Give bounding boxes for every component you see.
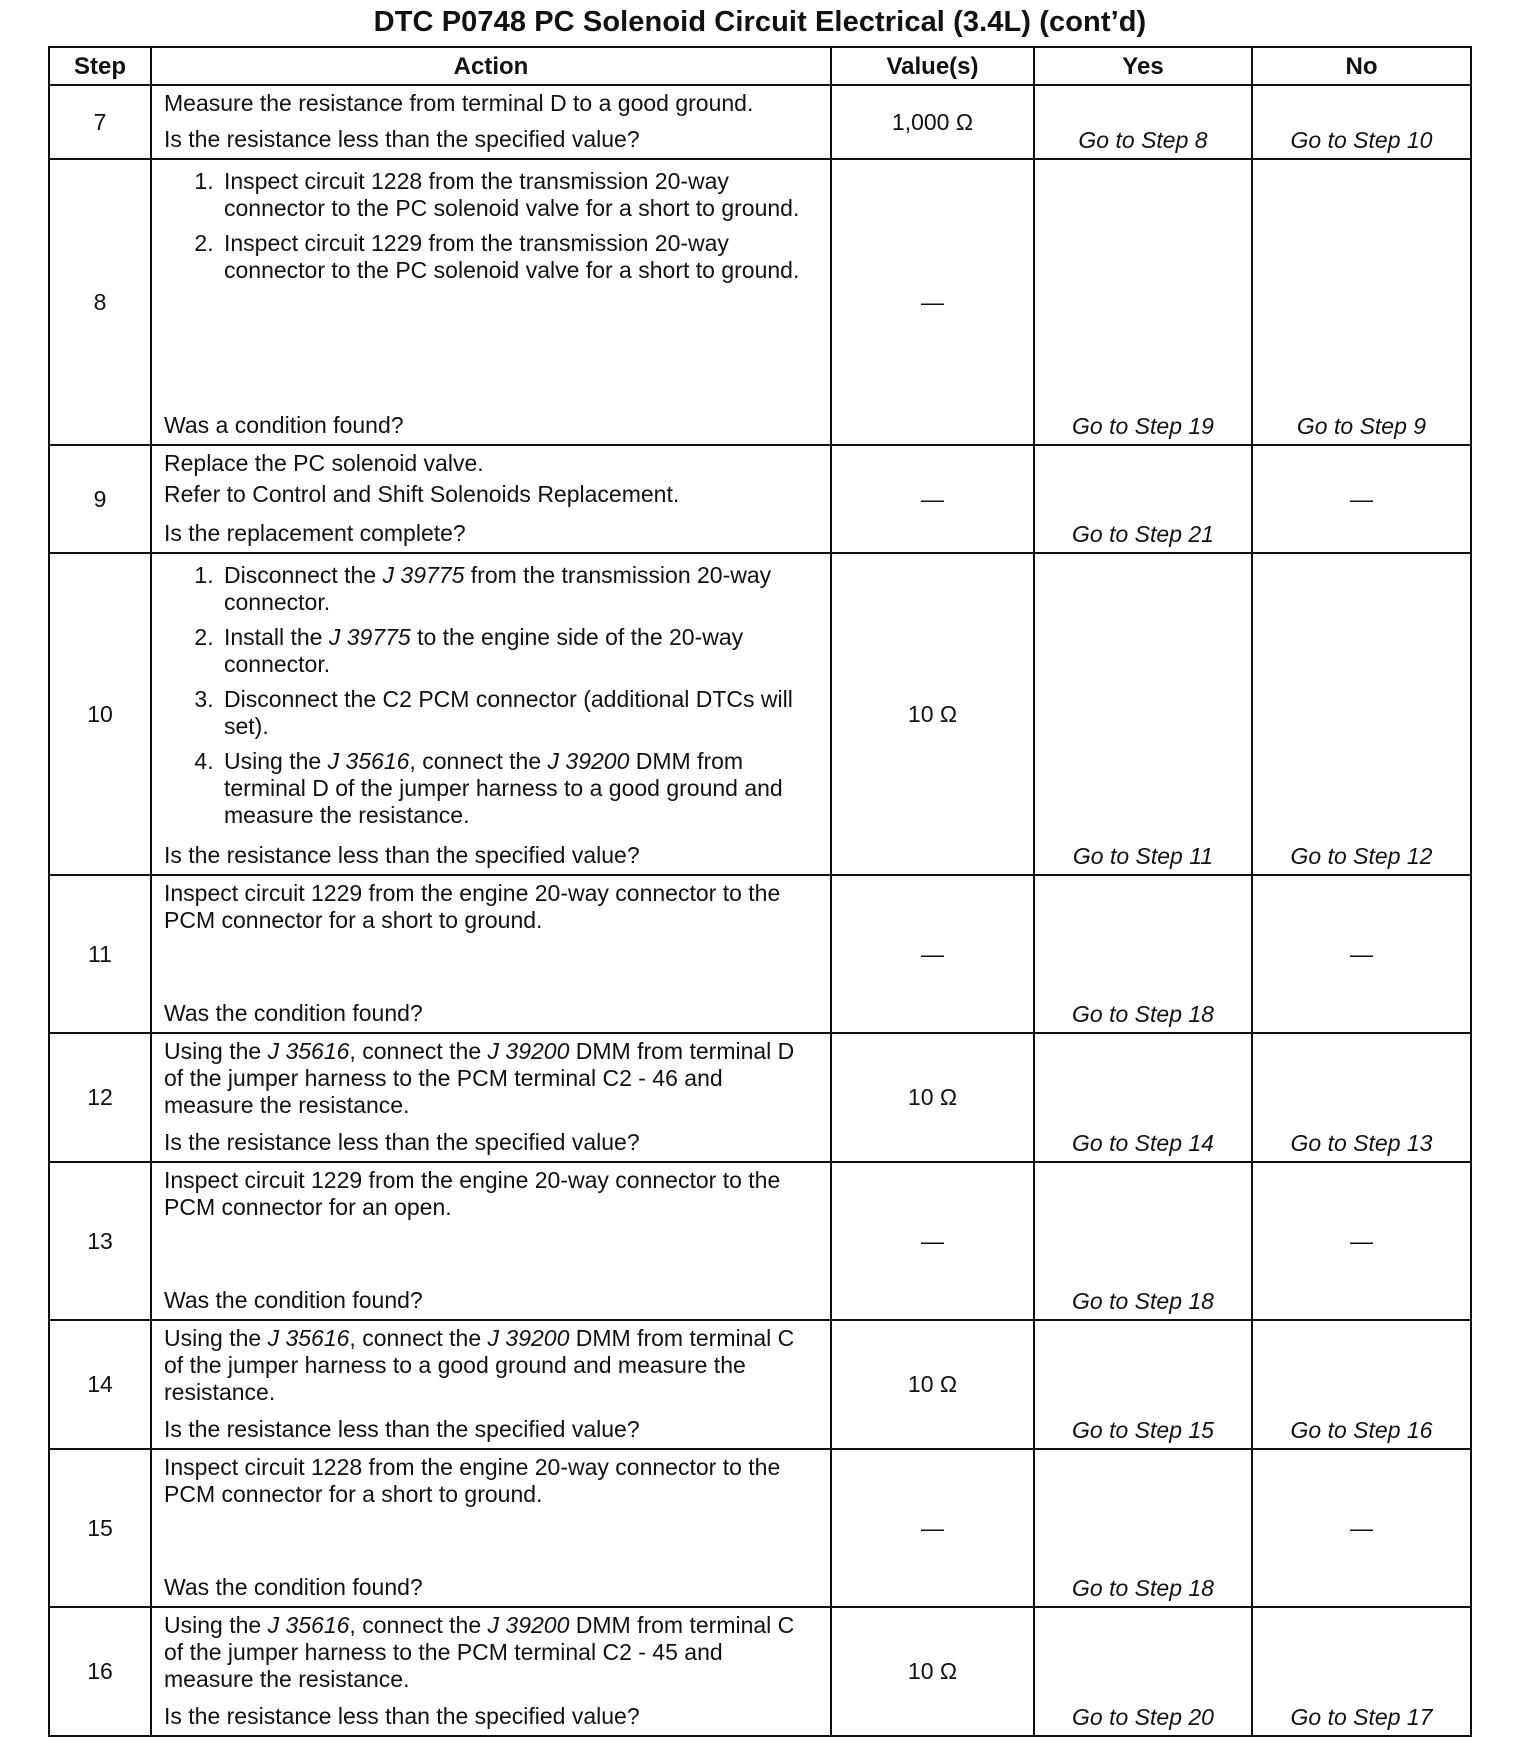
- tool-ref: J 39200: [487, 1325, 570, 1351]
- yes-link[interactable]: Go to Step 20: [1034, 1607, 1252, 1736]
- action-question: Is the resistance less than the specified value?: [164, 1129, 640, 1155]
- action-text: Using the J 35616, connect the J 39200 DMM from terminal C of the jumper harness to a good ground and measure the resistance.: [164, 1325, 795, 1405]
- step-number: 9: [49, 445, 151, 553]
- header-action: Action: [151, 47, 831, 85]
- action-cell: [151, 1033, 831, 1162]
- table-row: [49, 1162, 1471, 1320]
- action-text: Using the J 35616, connect the J 39200 DMM from terminal C of the jumper harness to the PCM terminal C2 - 45 and measure the resistance.: [164, 1612, 795, 1692]
- step-number: 15: [49, 1449, 151, 1607]
- action-question: Is the resistance less than the specified value?: [164, 1703, 640, 1729]
- action-cell: [151, 1449, 831, 1607]
- action-list-item: 1. Disconnect the J 39775 from the transmission 20-way connector.: [220, 562, 818, 616]
- value-cell: 10 Ω: [831, 1607, 1034, 1736]
- action-cell: [151, 1162, 831, 1320]
- tool-ref: J 39200: [547, 748, 630, 774]
- value-cell: —: [831, 875, 1034, 1033]
- diagnostic-table: [48, 46, 1472, 1737]
- table-header-row: [49, 47, 1471, 85]
- table-row: [49, 445, 1471, 553]
- action-list-item: 4. Using the J 35616, connect the J 39200 DMM from terminal D of the jumper harness to a good ground and measure the resistance.: [220, 748, 818, 829]
- no-cell: —: [1252, 445, 1471, 553]
- yes-link[interactable]: Go to Step 18: [1034, 1162, 1252, 1320]
- action-list-item: 2. Install the J 39775 to the engine side of the 20-way connector.: [220, 624, 818, 678]
- action-question: Is the resistance less than the specified value?: [164, 126, 640, 152]
- action-question: Was a condition found?: [164, 412, 404, 438]
- table-row: [49, 1320, 1471, 1449]
- table-row: [49, 553, 1471, 875]
- tool-ref: J 39775: [382, 562, 465, 588]
- action-question: Is the resistance less than the specified value?: [164, 842, 640, 868]
- table-row: [49, 875, 1471, 1033]
- header-no: No: [1252, 47, 1471, 85]
- value-cell: 10 Ω: [831, 1033, 1034, 1162]
- value-cell: —: [831, 445, 1034, 553]
- header-step: Step: [49, 47, 151, 85]
- table-row: [49, 1607, 1471, 1736]
- table-row: [49, 85, 1471, 159]
- step-number: 8: [49, 159, 151, 445]
- action-question: Was the condition found?: [164, 1000, 423, 1026]
- no-link[interactable]: Go to Step 10: [1252, 85, 1471, 159]
- action-cell: [151, 85, 831, 159]
- action-text: Inspect circuit 1229 from the engine 20-way connector to the PCM connector for an open.: [164, 1167, 781, 1220]
- tool-ref: J 39200: [487, 1612, 570, 1638]
- yes-link[interactable]: Go to Step 18: [1034, 875, 1252, 1033]
- value-cell: —: [831, 1449, 1034, 1607]
- yes-link[interactable]: Go to Step 19: [1034, 159, 1252, 445]
- value-cell: —: [831, 1162, 1034, 1320]
- value-cell: 10 Ω: [831, 553, 1034, 875]
- tool-ref: J 35616: [267, 1038, 350, 1064]
- action-reference[interactable]: Refer to Control and Shift Solenoids Replacement.: [164, 481, 680, 507]
- action-cell: [151, 445, 831, 553]
- tool-ref: J 35616: [327, 748, 410, 774]
- no-link[interactable]: Go to Step 13: [1252, 1033, 1471, 1162]
- tool-ref: J 35616: [267, 1325, 350, 1351]
- action-question: Was the condition found?: [164, 1287, 423, 1313]
- action-text: Measure the resistance from terminal D to a good ground.: [164, 90, 754, 116]
- action-cell: [151, 875, 831, 1033]
- no-cell: —: [1252, 1162, 1471, 1320]
- action-question: Is the replacement complete?: [164, 520, 466, 546]
- value-cell: 1,000 Ω: [831, 85, 1034, 159]
- table-row: [49, 159, 1471, 445]
- yes-link[interactable]: Go to Step 21: [1034, 445, 1252, 553]
- value-cell: 10 Ω: [831, 1320, 1034, 1449]
- action-list-item: 1. Inspect circuit 1228 from the transmission 20-way connector to the PC solenoid valve for a short to ground.: [220, 168, 818, 222]
- no-link[interactable]: Go to Step 9: [1252, 159, 1471, 445]
- no-cell: —: [1252, 1449, 1471, 1607]
- header-yes: Yes: [1034, 47, 1252, 85]
- value-cell: —: [831, 159, 1034, 445]
- action-cell: [151, 1320, 831, 1449]
- no-link[interactable]: Go to Step 17: [1252, 1607, 1471, 1736]
- step-number: 12: [49, 1033, 151, 1162]
- tool-ref: J 39200: [487, 1038, 570, 1064]
- action-question: Is the resistance less than the specified value?: [164, 1416, 640, 1442]
- action-list-item: 3. Disconnect the C2 PCM connector (additional DTCs will set).: [220, 686, 818, 740]
- action-cell: [151, 1607, 831, 1736]
- action-list: [164, 168, 818, 284]
- header-values: Value(s): [831, 47, 1034, 85]
- action-text: Using the J 35616, connect the J 39200 DMM from terminal D of the jumper harness to the PCM terminal C2 - 46 and measure the resistance.: [164, 1038, 795, 1118]
- yes-link[interactable]: Go to Step 8: [1034, 85, 1252, 159]
- no-link[interactable]: Go to Step 12: [1252, 553, 1471, 875]
- step-number: 11: [49, 875, 151, 1033]
- action-list: [164, 562, 818, 829]
- action-cell: [151, 159, 831, 445]
- action-question: Was the condition found?: [164, 1574, 423, 1600]
- yes-link[interactable]: Go to Step 11: [1034, 553, 1252, 875]
- yes-link[interactable]: Go to Step 15: [1034, 1320, 1252, 1449]
- table-row: [49, 1449, 1471, 1607]
- step-number: 7: [49, 85, 151, 159]
- step-number: 16: [49, 1607, 151, 1736]
- action-cell: [151, 553, 831, 875]
- table-row: [49, 1033, 1471, 1162]
- step-number: 13: [49, 1162, 151, 1320]
- no-cell: —: [1252, 875, 1471, 1033]
- action-text: Replace the PC solenoid valve.: [164, 450, 484, 476]
- tool-ref: J 39775: [328, 624, 411, 650]
- action-text: Inspect circuit 1229 from the engine 20-way connector to the PCM connector for a short to ground.: [164, 880, 781, 933]
- page-title: DTC P0748 PC Solenoid Circuit Electrical (3.4L) (cont’d): [373, 6, 1147, 38]
- yes-link[interactable]: Go to Step 14: [1034, 1033, 1252, 1162]
- yes-link[interactable]: Go to Step 18: [1034, 1449, 1252, 1607]
- action-list-item: 2. Inspect circuit 1229 from the transmission 20-way connector to the PC solenoid valve for a short to ground.: [220, 230, 818, 284]
- step-number: 14: [49, 1320, 151, 1449]
- no-link[interactable]: Go to Step 16: [1252, 1320, 1471, 1449]
- step-number: 10: [49, 553, 151, 875]
- tool-ref: J 35616: [267, 1612, 350, 1638]
- action-text: Inspect circuit 1228 from the engine 20-way connector to the PCM connector for a short to ground.: [164, 1454, 781, 1507]
